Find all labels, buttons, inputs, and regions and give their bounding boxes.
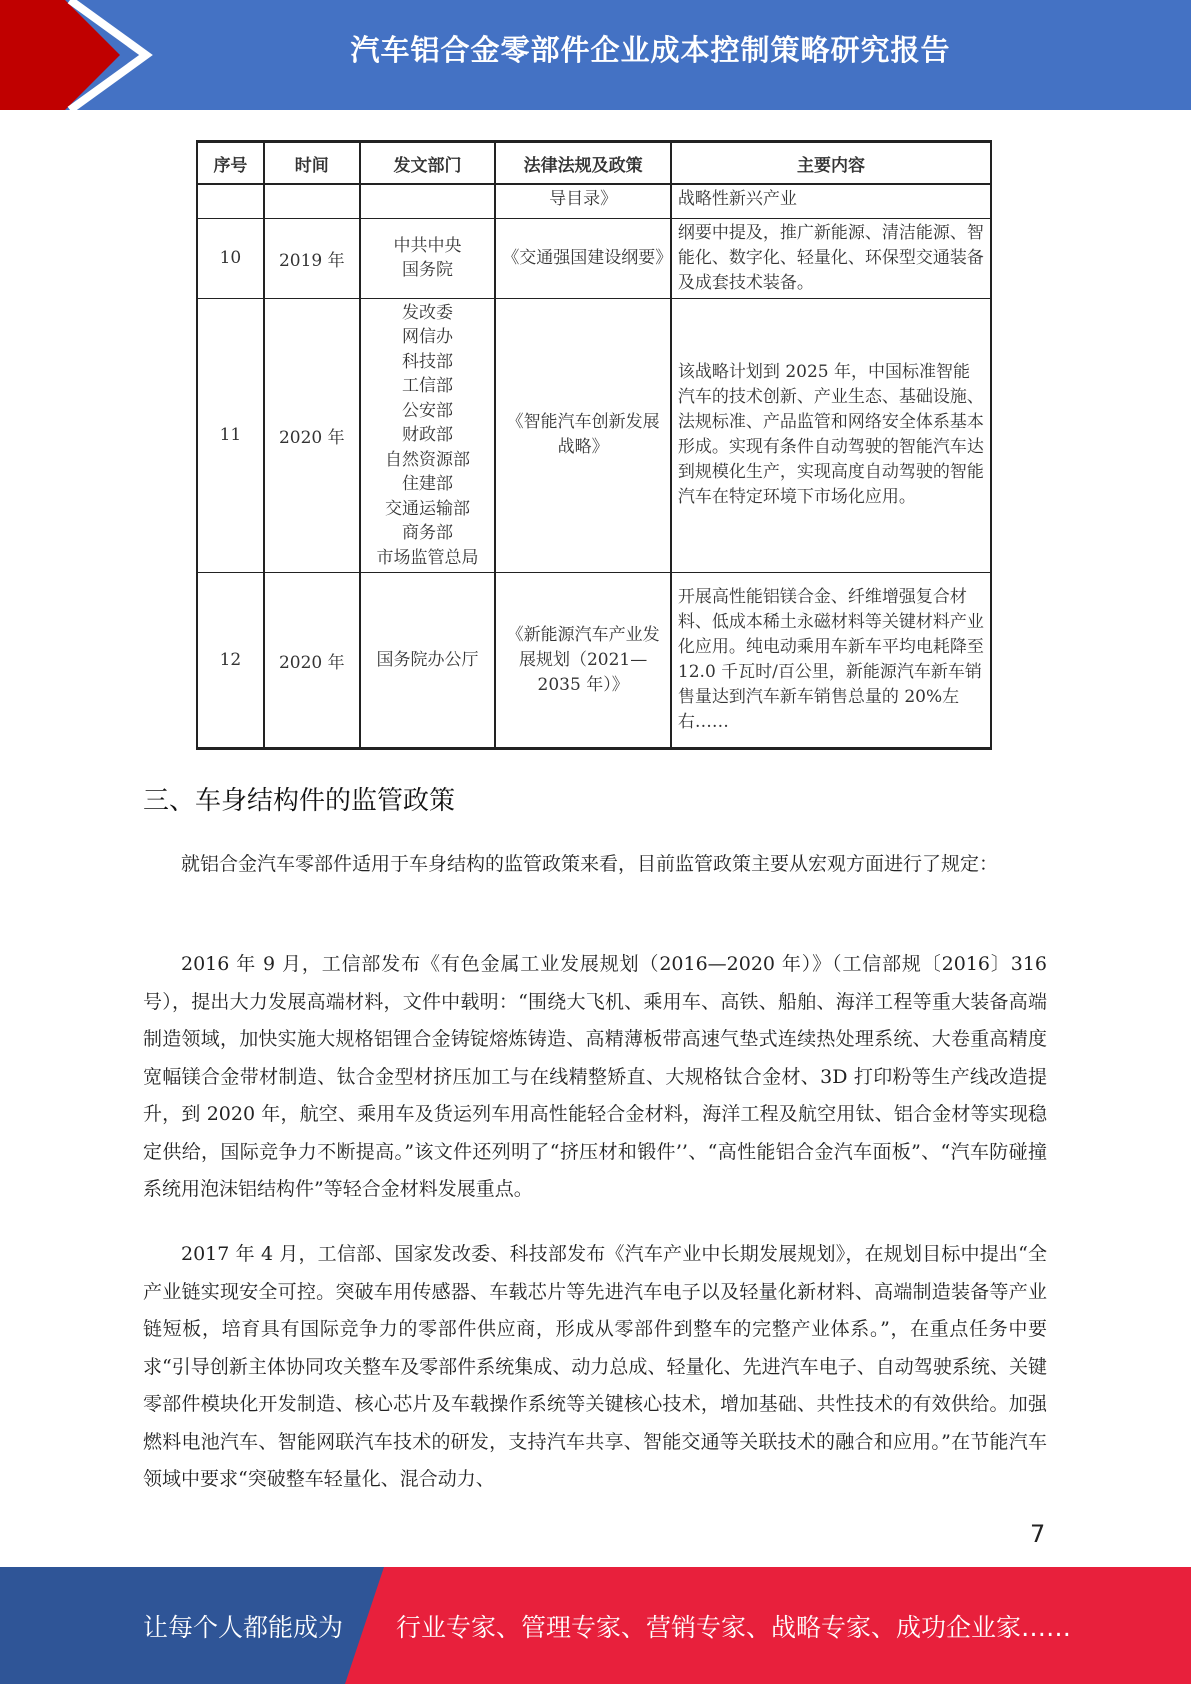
paragraph-intro: 就铝合金汽车零部件适用于车身结构的监管政策来看，目前监管政策主要从宏观方面进行了规定：	[181, 853, 999, 875]
page-number: 7	[1030, 1520, 1046, 1548]
cell-law: 《新能源汽车产业发展规划（2021—2035 年）》	[495, 573, 671, 749]
column-header-no: 序号	[197, 142, 264, 185]
cell-department: 中共中央 国务院	[360, 218, 496, 298]
cell-no	[197, 184, 264, 218]
table-header-row	[197, 142, 991, 185]
column-header-law: 法律法规及政策	[495, 142, 671, 185]
footer-slogan-left: 让每个人都能成为	[143, 1613, 344, 1642]
footer-slogan-right: 行业专家、管理专家、营销专家、战略专家、成功企业家……	[396, 1613, 1072, 1642]
section-heading: 三、车身结构件的监管政策	[143, 786, 456, 816]
table-row	[197, 184, 991, 218]
cell-law: 《智能汽车创新发展战略》	[495, 298, 671, 573]
cell-time: 2020 年	[264, 298, 360, 573]
column-header-time: 时间	[264, 142, 360, 185]
cell-no: 12	[197, 573, 264, 749]
cell-no: 11	[197, 298, 264, 573]
table-row	[197, 218, 991, 298]
cell-content: 该战略计划到 2025 年，中国标准智能汽车的技术创新、产业生态、基础设施、法规标准、产品监管和网络安全体系基本形成。实现有条件自动驾驶的智能汽车达到规模化生产，实现高度自动驾驶的智能汽车在特定环境下市场化应用。	[671, 298, 991, 573]
report-title: 汽车铝合金零部件企业成本控制策略研究报告	[350, 33, 951, 67]
cell-time: 2019 年	[264, 218, 360, 298]
table-row	[197, 573, 991, 749]
cell-time: 2020 年	[264, 573, 360, 749]
cell-department	[360, 184, 496, 218]
cell-content: 纲要中提及，推广新能源、清洁能源、智能化、数字化、轻量化、环保型交通装备及成套技术装备。	[671, 218, 991, 298]
cell-department: 国务院办公厅	[360, 573, 496, 749]
cell-time	[264, 184, 360, 218]
cell-department: 发改委 网信办 科技部 工信部 公安部 财政部 自然资源部 住建部 交通运输部 商务部 市场监管总局	[360, 298, 496, 573]
paragraph-2016-policy: 2016 年 9 月，工信部发布《有色金属工业发展规划（2016—2020 年）》（工信部规〔2016〕316 号），提出大力发展高端材料，文件中载明：“围绕大飞机、乘用车、高铁、船舶、海洋工程等重大装备高端制造领域，加快实施大规格铝锂合金铸锭熔炼铸造、高精薄板带高速气垫式连续热处理系统、大卷重高精度宽幅镁合金带材制造、钛合金型材挤压加工与在线精整矫直、大规格钛合金材、3D 打印粉等生产线改造提升，到 2020 年，航空、乘用车及货运列车用高性能轻合金材料，海洋工程及航空用钛、铝合金材等实现稳定供给，国际竞争力不断提高。”该文件还列明了“挤压材和锻件’’、“高性能铝合金汽车面板”、“汽车防碰撞系统用泡沫铝结构件”等轻合金材料发展重点。	[143, 953, 1047, 1200]
cell-law: 导目录》	[495, 184, 671, 218]
report-header	[0, 0, 1191, 110]
cell-content: 开展高性能铝镁合金、纤维增强复合材料、低成本稀土永磁材料等关键材料产业化应用。纯电动乘用车新车平均电耗降至 12.0 千瓦时/百公里，新能源汽车新车销售量达到汽车新车销售总量的 20%左右……	[671, 573, 991, 749]
column-header-content: 主要内容	[671, 142, 991, 185]
policy-table	[196, 140, 992, 750]
chevron-arrow-icon	[0, 0, 160, 110]
page-footer	[0, 1567, 1191, 1684]
column-header-department: 发文部门	[360, 142, 496, 185]
cell-law: 《交通强国建设纲要》	[495, 218, 671, 298]
table-row	[197, 298, 991, 573]
paragraph-2017-policy: 2017 年 4 月，工信部、国家发改委、科技部发布《汽车产业中长期发展规划》，在规划目标中提出“全产业链实现安全可控。突破车用传感器、车载芯片等先进汽车电子以及轻量化新材料、高端制造装备等产业链短板，培育具有国际竞争力的零部件供应商，形成从零部件到整车的完整产业体系。”，在重点任务中要求“引导创新主体协同攻关整车及零部件系统集成、动力总成、轻量化、先进汽车电子、自动驾驶系统、关键零部件模块化开发制造、核心芯片及车载操作系统等关键核心技术，增加基础、共性技术的有效供给。加强燃料电池汽车、智能网联汽车技术的研发，支持汽车共享、智能交通等关联技术的融合和应用。”在节能汽车领域中要求“突破整车轻量化、混合动力、	[143, 1243, 1047, 1490]
cell-no: 10	[197, 218, 264, 298]
cell-content: 战略性新兴产业	[671, 184, 991, 218]
